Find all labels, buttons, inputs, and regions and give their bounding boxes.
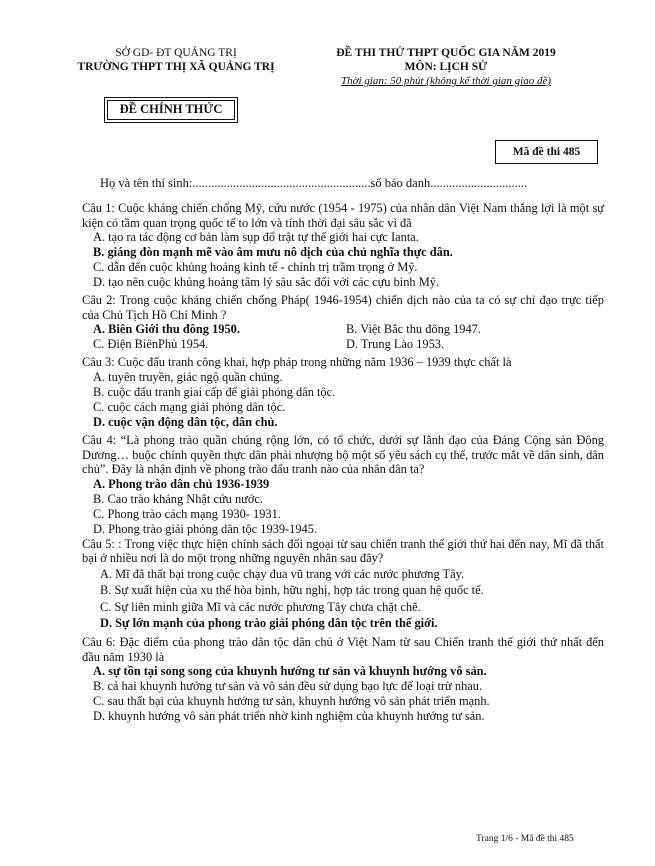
option-d: D. khuynh hướng vô sản phát triển nhờ kinh nghiệm của khuynh hướng tư sản. xyxy=(93,709,485,724)
option-a: A. Mĩ đã thất bại trong cuộc chạy đua vũ trang với các nước phương Tây. xyxy=(100,566,465,581)
option-b: B. Việt Bắc thu đông 1947. xyxy=(346,322,481,337)
question-5 xyxy=(82,537,604,632)
exam-title: ĐỀ THI THỬ THPT QUỐC GIA NĂM 2019 xyxy=(336,47,556,59)
option-b: B. cuộc đấu tranh giai cấp để giải phóng dân tộc. xyxy=(93,384,336,399)
exam-time xyxy=(296,74,596,88)
question-stem: Câu 2: Trong cuộc kháng chiến chống Pháp( 1946-1954) chiến dịch nào của ta có sự chỉ đạo trực tiếp của Chủ Tịch Hồ Chí Minh ? xyxy=(82,293,604,322)
exam-time-text: Thời gian: 50 phút (không kể thời gian giao đề) xyxy=(340,75,552,87)
option-row xyxy=(93,322,604,337)
option-a: A. tạo ra tác động cơ bản làm sụp đổ trật tự thế giới hai cực Ianta. xyxy=(93,230,419,245)
question-stem: Câu 4: “Là phong trào quần chúng rộng lớn, có tổ chức, dưới sự lãnh đạo của Đảng Cộng sản Đông Dương… buộc chính quyền thực dân phải nhượng bộ một số yêu sách cụ thể, trước mắt về dân sinh, dân chủ”. Đây là nhận định về phong trào đấu tranh nào của nhân dân ta? xyxy=(82,432,604,477)
school-header xyxy=(62,46,290,74)
exam-header xyxy=(296,46,596,88)
option-a: A. sự tồn tại song song của khuynh hướng tư sản và khuynh hướng vô sản. xyxy=(93,664,487,679)
question-stem: Câu 6: Đặc điểm của phong trào dân tộc dân chủ ở Việt Nam từ sau Chiến tranh thế giới thứ nhất đến đầu năm 1930 là xyxy=(82,634,604,664)
question-stem: Câu 1: Cuộc kháng chiến chống Mỹ, cứu nước (1954 - 1975) của nhân dân Việt Nam thắng lợi là một sự kiện có tầm quan trọng quốc tế to lớn và tính thời đại sâu sắc vì đã xyxy=(82,201,604,230)
option-c: C. Sự liên minh giữa Mĩ và các nước phương Tây chưa chặt chẽ. xyxy=(100,599,421,614)
candidate-info-line: Họ và tên thí sinh:.........................................................số báo danh............................... xyxy=(100,176,528,190)
option-d: D. Phong trào giải phóng dân tộc 1939-1945. xyxy=(93,521,318,536)
department-name: SỞ GD- ĐT QUẢNG TRỊ xyxy=(115,47,237,59)
option-b: B. Cao trào kháng Nhật cứu nước. xyxy=(93,491,264,506)
option-b: B. Sự xuất hiện của xu thế hòa bình, hữu nghị, hợp tác trong quan hệ quốc tế. xyxy=(100,583,484,598)
page-footer: Trang 1/6 - Mã đề thi 485 xyxy=(476,834,574,844)
option-b: B. cả hai khuynh hướng tư sản và vô sản đều sử dụng bạo lực để loại trừ nhau. xyxy=(93,679,483,694)
option-d: D. Trung Lào 1953. xyxy=(346,337,445,352)
option-b: B. giáng đòn mạnh mẽ vào âm mưu nô dịch của chủ nghĩa thực dân. xyxy=(93,245,453,260)
question-list xyxy=(82,201,604,724)
school-name: TRƯỜNG THPT THỊ XÃ QUẢNG TRỊ xyxy=(77,61,275,73)
question-3 xyxy=(82,355,604,430)
question-stem: Câu 3: Cuộc đấu tranh công khai, hợp pháp trong những năm 1936 – 1939 thực chất là xyxy=(82,355,512,370)
exam-code-box: Mã đề thi 485 xyxy=(495,140,598,164)
question-6 xyxy=(82,635,604,724)
option-row xyxy=(93,337,604,352)
exam-subject: MÔN: LỊCH SỬ xyxy=(404,61,488,73)
option-a: A. Biên Giới thu đông 1950. xyxy=(93,322,240,337)
official-label-box: ĐỀ CHÍNH THỨC xyxy=(104,97,238,123)
option-c: C. Phong trào cách mạng 1930- 1931. xyxy=(93,506,281,521)
option-d: D. tạo nên cuộc khủng hoảng tâm lý sâu sắc đối với các cựu binh Mỹ. xyxy=(93,275,440,290)
option-c: C. dẫn đến cuộc khủng hoảng kinh tế - chính trị trầm trọng ở Mỹ. xyxy=(93,260,418,275)
option-d: D. Sự lớn mạnh của phong trào giải phóng dân tộc trên thế giới. xyxy=(100,616,438,631)
option-c: C. cuộc cách mạng giải phóng dân tộc. xyxy=(93,399,286,414)
question-2 xyxy=(82,293,604,352)
question-4 xyxy=(82,433,604,537)
option-c: C. Điện BiênPhủ 1954. xyxy=(93,337,209,352)
question-stem: Câu 5: : Trong việc thực hiện chính sách đối ngoại từ sau chiến tranh thế giới thứ hai đến nay, Mĩ đã thất bại ở nhiều nơi là do một trong những nguyên nhân sau đây? xyxy=(82,536,604,566)
question-1 xyxy=(82,201,604,290)
option-c: C. sau thất bại của khuynh hướng tư sản, khuynh hướng vô sản phát triển mạnh. xyxy=(93,694,490,709)
option-a: A. Phong trào dân chủ 1936-1939 xyxy=(93,476,270,491)
option-d: D. cuộc vận động dân tộc, dân chủ. xyxy=(93,414,278,429)
option-a: A. tuyên truyền, giác ngộ quần chúng. xyxy=(93,369,283,384)
